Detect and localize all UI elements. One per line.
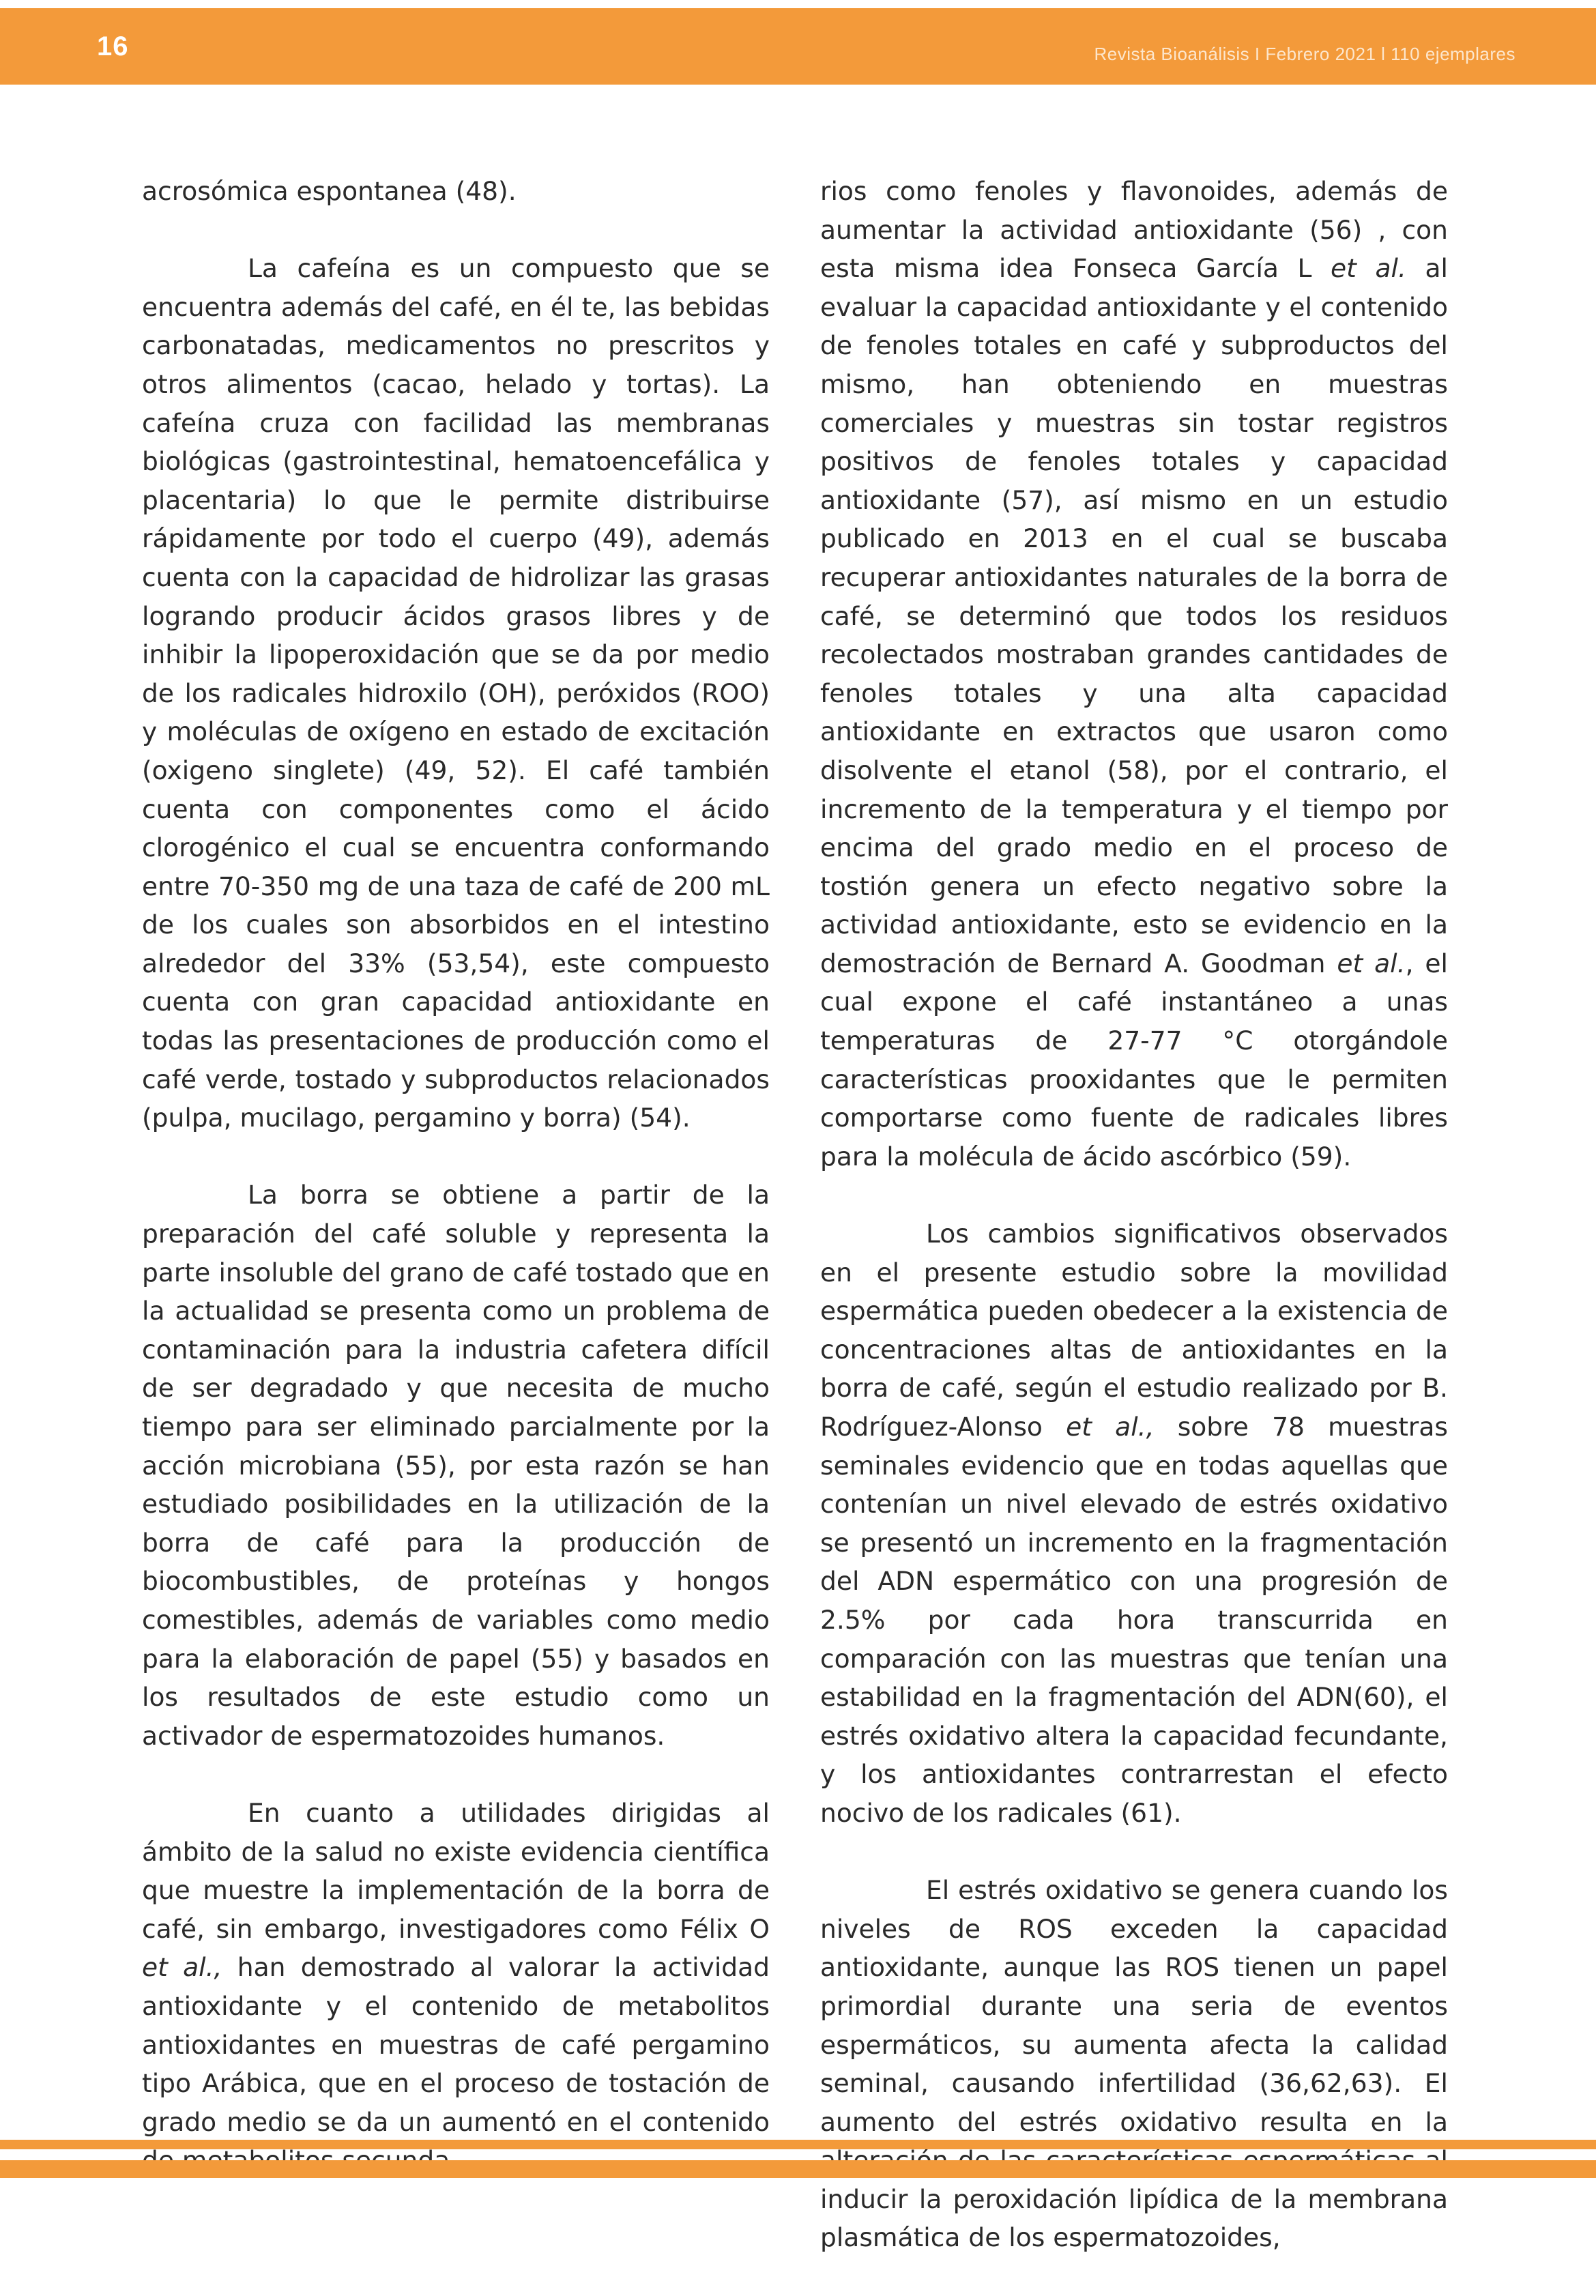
footer-rule xyxy=(0,2140,1596,2149)
page-number: 16 xyxy=(97,31,129,61)
citation-etal: et al., xyxy=(142,1952,222,1983)
left-column xyxy=(142,172,770,2218)
citation-etal: et al. xyxy=(1331,253,1406,284)
text-run: , el cual expone el café instantáneo a unas temperaturas de 27-77 °C otorgándole características prooxidantes que le permiten comportarse como fuente de radicales libres para la molécula de ácido ascórbico (59). xyxy=(820,948,1448,1172)
paragraph xyxy=(820,1215,1448,1833)
text-run: han demostrado al valorar la actividad antioxidante y el contenido de metabolitos antioxidantes en muestras de café pergamino tipo Arábica, que en el proceso de tostación de grado medio se da un aumentó en el contenido xyxy=(142,1952,770,2137)
paragraph: La cafeína es un compuesto que se encuentra además del café, en él te, las bebidas carbonatadas, medicamentos no prescritos y otros alimentos (cacao, helado y tortas). La cafeína cruza con facilidad las membranas biológicas (gastrointestinal, hematoencefálica y placentaria) lo que le permite distribuirse rápidamente por todo el cuerpo (49), además cuenta con la capacidad de hidrolizar las grasas logrando producir ácidos grasos libres y de inhibir la lipoperoxidación que se da por medio de los radicales hidroxilo (OH), peróxidos (ROO) y moléculas de oxígeno en estado de excitación (oxigeno singlete) (49, 52). El café también cuenta con componentes como el ácido clorogénico el cual se encuentra conformando entre 70-350 mg de una taza de café de 200 mL de los cuales son absorbidos en el intestino alrededor del 33% (53,54), este compuesto cuenta con gran capacidad antioxidante en todas las presentaciones de producción como el café verde, tostado y subproductos relacionados (pulpa, mucilago, pergamino y borra) (54). xyxy=(142,253,770,1133)
citation-etal: et al., xyxy=(1066,1412,1155,1442)
text-run: En cuanto a utilidades dirigidas al ámbito de la salud no existe evidencia científica que muestre la implementación de la borra de café, sin embargo, investigadores como Félix O xyxy=(142,1797,770,1944)
header-bar xyxy=(0,8,1596,85)
right-column xyxy=(820,172,1448,2296)
paragraph: La borra se obtiene a partir de la preparación del café soluble y representa la parte insoluble del grano de café tostado que en la actualidad se presenta como un problema de contaminación para la industria cafetera difícil de ser degradado y que necesita de mucho tiempo para ser eliminado parcialmente por la acción microbiana (55), por esta razón se han estudiado posibilidades en la utilización de la borra de café para la producción de biocombustibles, de proteínas y hongos comestibles, además de variables como medio para la elaboración de papel (55) y basados en los resultados de este estudio como un activador de espermatozoides humanos. xyxy=(142,1180,770,1751)
footer-rule xyxy=(0,2160,1596,2178)
text-run: Los cambios significativos observados en el presente estudio sobre la movilidad espermática pueden obedecer a la existencia de concentraciones altas de antioxidantes en la borra de café, según el estudio realizado por B. Rodríguez-Alonso xyxy=(820,1219,1448,1442)
citation-etal: et al. xyxy=(1337,948,1406,978)
text-run: sobre 78 muestras seminales evidencio que en todas aquellas que contenían un nivel elevado de estrés oxidativo se presentó un incremento en la fragmentación del ADN espermático con una progresión de 2.5% por cada hora transcurrida en comparación con las muestras que tenían una estabilidad en la fragmentación del ADN(60), el estrés oxidativo altera la capacidad fecundante, y los antioxidantes contrarrestan el efecto nocivo de los radicales (61). xyxy=(820,1412,1448,1828)
paragraph: El estrés oxidativo se genera cuando los niveles de ROS exceden la capacidad antioxidante, aunque las ROS tienen un papel primordial durante una seria de eventos espermáticos, su aumenta afecta la calidad seminal, causando infertilidad (36,62,63). El aumento del estrés oxidativo resulta en la inducir la peroxidación lipídica de la membrana plasmática de los espermatozoides, xyxy=(820,1875,1448,2253)
running-head: Revista Bioanálisis I Febrero 2021 l 110 ejemplares xyxy=(1094,44,1515,64)
paragraph: acrosómica espontanea (48). xyxy=(142,176,517,206)
text-run: rios como fenoles y flavonoides, además de aumentar la actividad antioxidante (56) , con esta misma idea Fonseca García L xyxy=(820,176,1448,284)
text-run: al evaluar la capacidad antioxidante y el contenido de fenoles totales en café y subproductos del mismo, han obteniendo en muestras comerciales y muestras sin tostar registros positivos de fenoles totales y capacidad antioxidante (57), así mismo en un estudio publicado en 2013 en el cual se buscaba recuperar antioxidantes naturales de la borra de café, se determinó que todos los residuos recolectados mostraban grandes cantidades de fenoles totales y una alta capacidad antioxidante en extractos que usaron como disolvente el etanol (58), por el contrario, el incremento de la temperatura y el tiempo por encima del grado medio en el proceso de tostión genera un efecto negativo sobre la actividad antioxidante, esto se evidencio en la demostración de Bernard A. Goodman xyxy=(820,253,1448,978)
paragraph xyxy=(820,172,1448,1176)
paragraph xyxy=(142,1794,770,2180)
